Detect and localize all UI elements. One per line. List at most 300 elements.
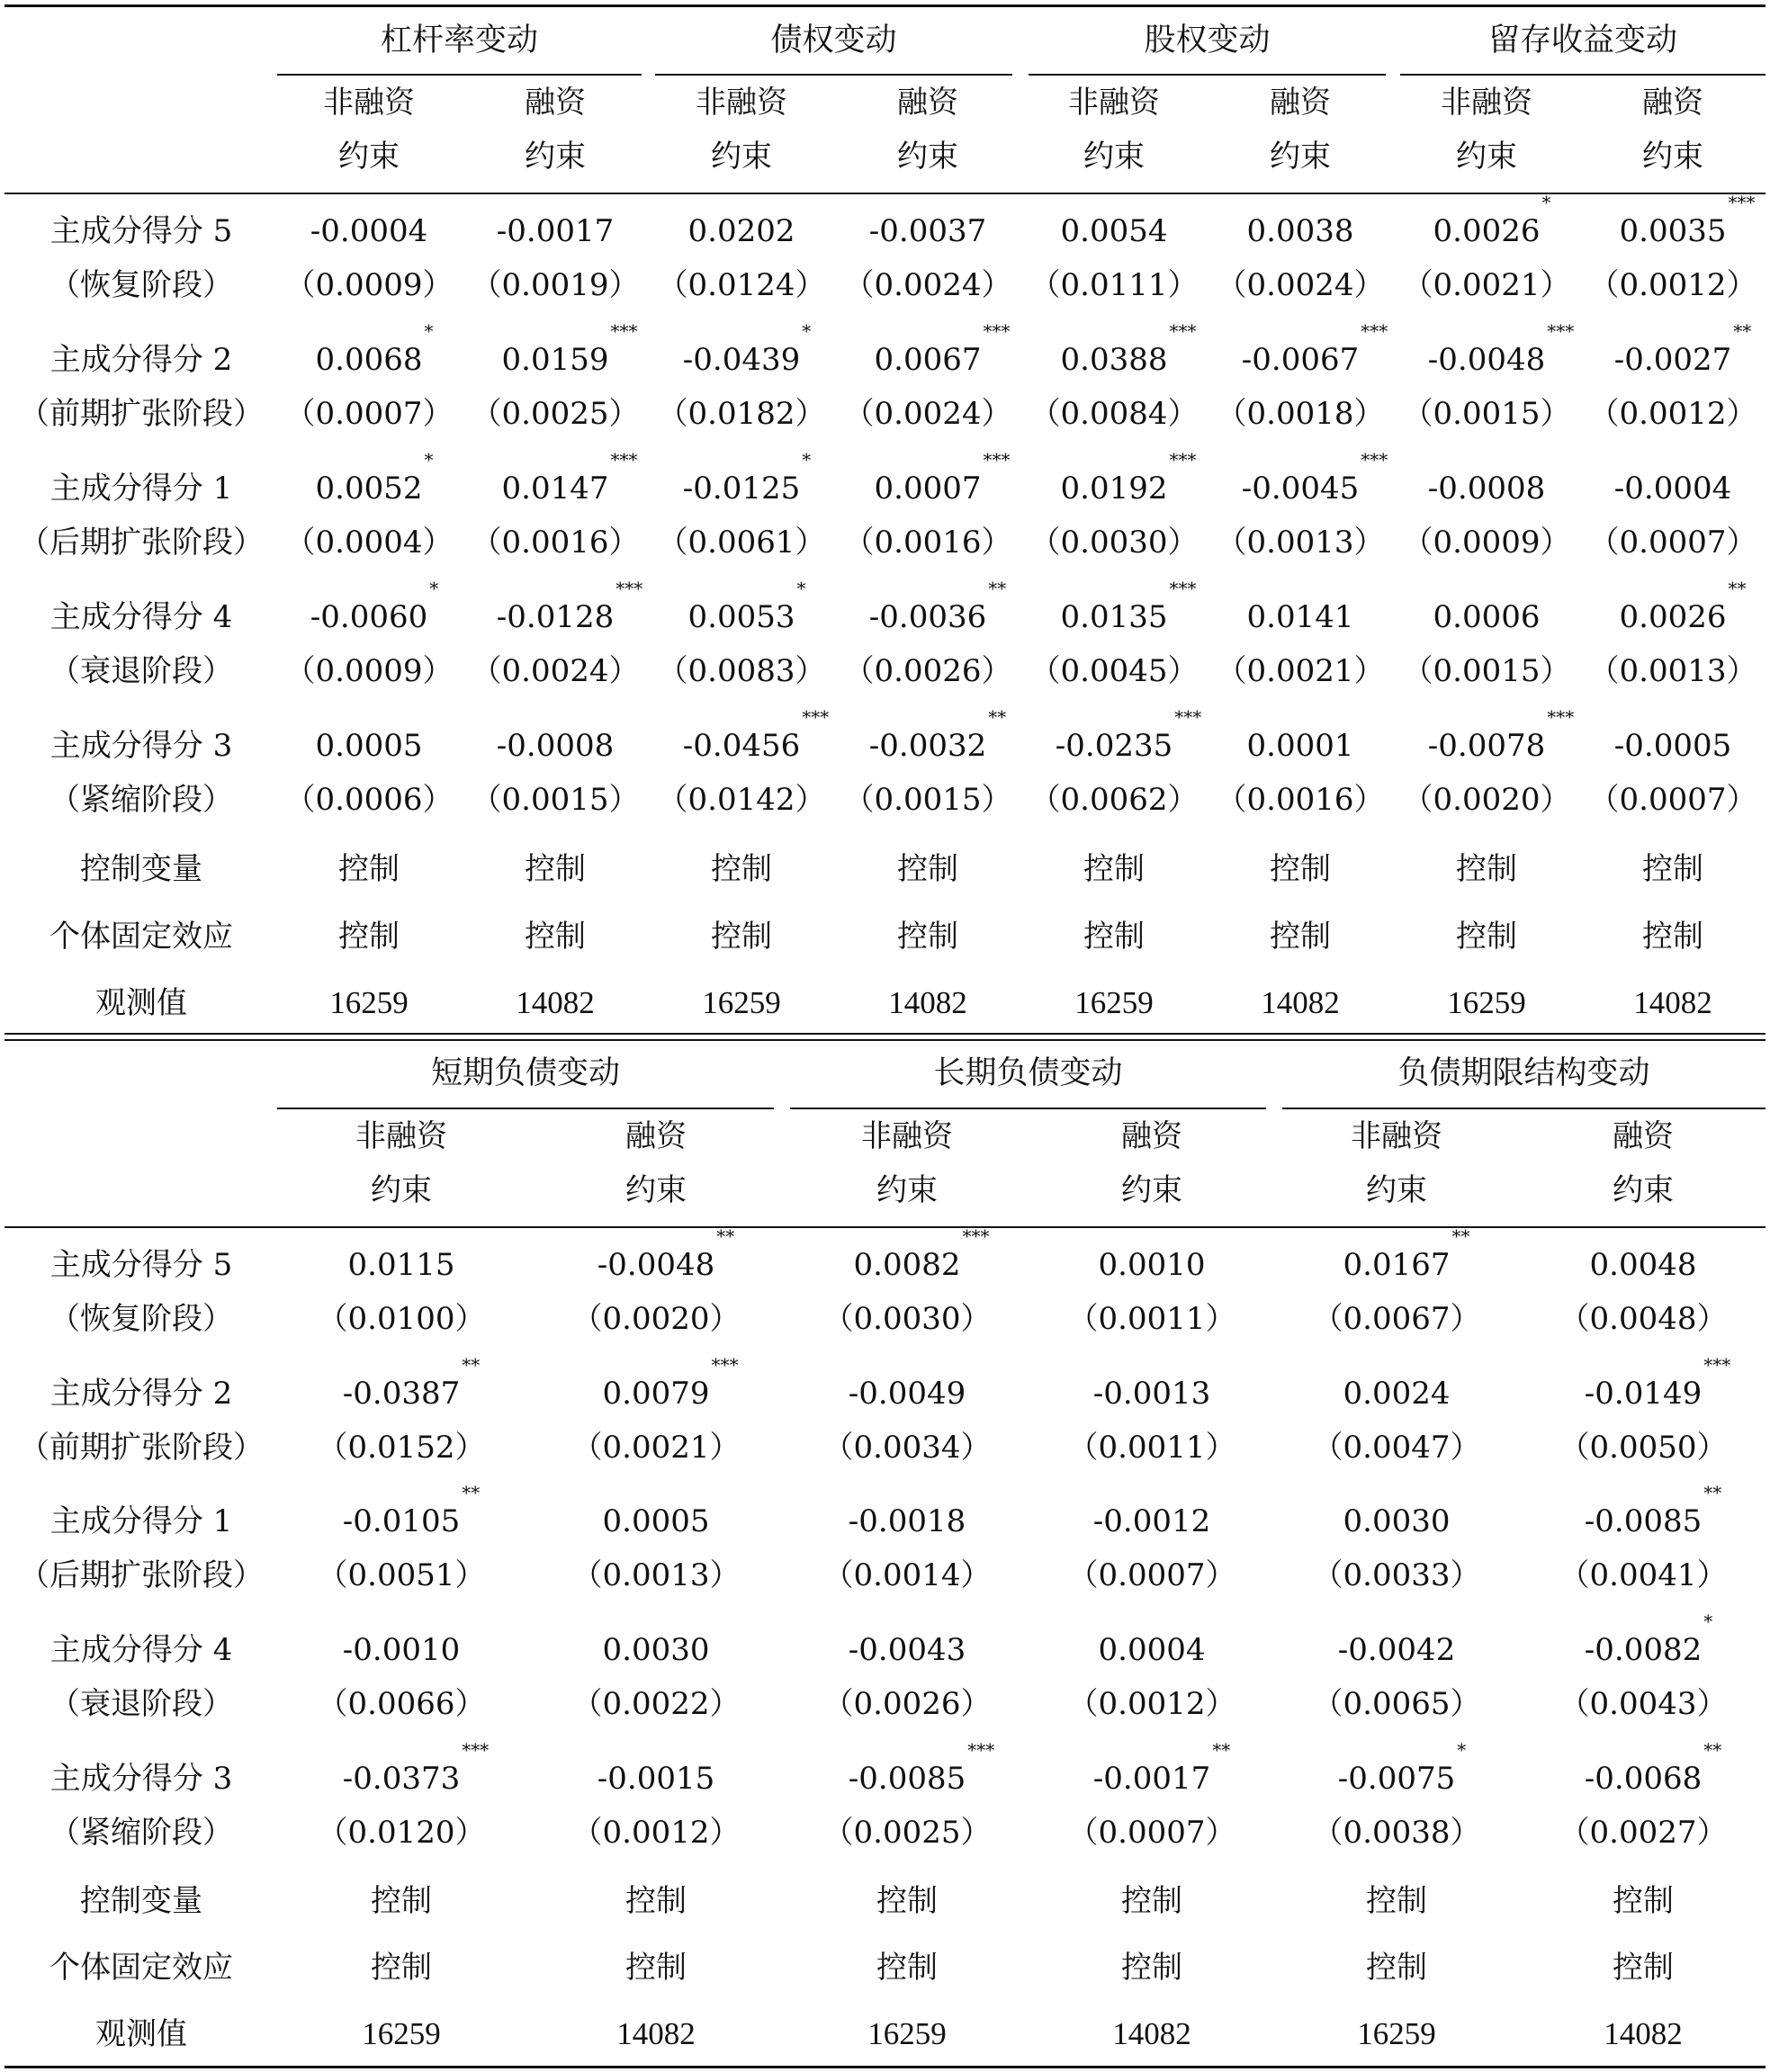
standard-error: （0.0019）	[471, 267, 640, 303]
coefficient-number: 0.0030	[1343, 1503, 1451, 1539]
row-label-text: 主成分得分 4	[49, 1632, 233, 1668]
standard-error: （0.0047）	[1312, 1430, 1481, 1466]
coefficient-cell	[1397, 192, 1577, 312]
coefficient-number: -0.0075	[1337, 1761, 1456, 1797]
coefficient-cell	[1526, 1482, 1760, 1602]
coefficient-number: 0.0167	[1343, 1247, 1451, 1283]
significance-stars: ***	[1547, 320, 1575, 342]
row-label-stage: （恢复阶段）	[49, 1301, 233, 1337]
coefficient-cell	[1024, 578, 1204, 698]
coefficient-cell	[1526, 1610, 1760, 1731]
footer-row-label	[6, 1941, 276, 1995]
coefficient-cell	[1526, 1739, 1760, 1860]
coefficient-number: -0.0068	[1584, 1761, 1703, 1797]
coefficient-value	[1343, 1367, 1451, 1421]
subheader-line: 非融资	[696, 85, 787, 121]
coefficient-cell	[539, 1752, 773, 1860]
coefficient-cell	[1024, 320, 1204, 441]
standard-error: （0.0006）	[284, 782, 454, 818]
coefficient-line	[1247, 204, 1354, 258]
coefficient-line	[1584, 1482, 1722, 1548]
coefficient-cell	[1210, 719, 1390, 827]
significance-stars: **	[988, 706, 1007, 728]
significance-stars: *	[424, 449, 434, 471]
standard-error: （0.0043）	[1559, 1686, 1728, 1722]
coefficient-value	[496, 578, 643, 644]
row-label	[6, 1752, 276, 1860]
coefficient-value	[597, 1225, 735, 1292]
footer-value: 16259	[702, 985, 781, 1020]
coefficient-line	[1590, 1238, 1697, 1292]
row-label-text: 主成分得分 2	[49, 1376, 233, 1412]
standard-error: （0.0015）	[843, 782, 1012, 818]
subheader-line: 约束	[525, 139, 586, 175]
standard-error: （0.0124）	[657, 267, 826, 303]
coefficient-cell	[1583, 578, 1763, 698]
subheader-line: 融资	[897, 85, 958, 121]
coefficient-line	[1343, 1225, 1470, 1292]
coefficient-number: -0.0017	[1092, 1761, 1211, 1797]
footer-value: 控制	[371, 1883, 432, 1919]
row-label	[6, 719, 276, 827]
coefficient-number: 0.0007	[874, 471, 982, 507]
coefficient-value	[1241, 320, 1388, 387]
coefficient-cell	[1280, 1225, 1514, 1346]
coefficient-value	[868, 578, 1007, 644]
coefficient-value	[1619, 578, 1747, 644]
coefficient-cell	[838, 204, 1018, 312]
coefficient-value	[342, 1482, 481, 1548]
coefficient-value	[603, 1623, 710, 1677]
column-group-header: 长期负债变动	[933, 1055, 1123, 1091]
footer-cell	[284, 1874, 518, 1928]
coefficient-cell	[1024, 449, 1204, 570]
footer-cell	[1397, 976, 1577, 1030]
significance-stars: ***	[1361, 449, 1388, 471]
footer-value: 控制	[625, 1883, 687, 1919]
footer-value: 控制	[1121, 1883, 1182, 1919]
coefficient-value	[342, 1354, 481, 1421]
footer-value: 控制	[1270, 919, 1331, 955]
coefficient-number: -0.0439	[682, 342, 801, 378]
coefficient-cell	[1397, 320, 1577, 441]
footer-cell	[465, 910, 645, 964]
footer-cell	[838, 976, 1018, 1030]
coefficient-line	[310, 204, 427, 258]
coefficient-line	[603, 1623, 710, 1677]
coefficient-value	[1433, 590, 1541, 644]
subheader-line: 约束	[338, 139, 400, 175]
row-label-text: 主成分得分 2	[49, 342, 233, 378]
standard-error: （0.0020）	[1402, 782, 1571, 818]
coefficient-number: -0.0015	[597, 1761, 715, 1797]
significance-stars: **	[462, 1482, 481, 1503]
footer-value: 16259	[867, 2016, 947, 2051]
significance-stars: ***	[1169, 578, 1197, 599]
coefficient-cell	[651, 578, 831, 698]
significance-stars: **	[1728, 578, 1747, 599]
subheader-line: 融资	[1270, 85, 1331, 121]
coefficient-number: 0.0079	[602, 1376, 710, 1412]
subheader-line: 约束	[1456, 139, 1517, 175]
column-subheader	[1526, 1109, 1760, 1217]
coefficient-number: -0.0008	[496, 728, 615, 764]
coefficient-number: -0.0004	[1613, 471, 1732, 507]
standard-error: （0.0026）	[843, 653, 1012, 689]
footer-row-label	[6, 842, 276, 896]
coefficient-number: 0.0067	[874, 342, 982, 378]
coefficient-line	[1343, 1494, 1451, 1548]
footer-value: 控制	[338, 919, 400, 955]
column-subheader	[838, 76, 1018, 184]
coefficient-value	[1619, 192, 1756, 258]
footer-value: 控制	[897, 919, 958, 955]
coefficient-number: 0.0147	[501, 471, 609, 507]
subheader-line: 非融资	[861, 1118, 953, 1154]
footer-value: 14082	[1261, 985, 1340, 1020]
coefficient-number: -0.0013	[1092, 1376, 1211, 1412]
footer-label-text: 控制变量	[80, 851, 202, 887]
coefficient-number: -0.0128	[496, 599, 615, 635]
coefficient-number: 0.0052	[315, 471, 423, 507]
coefficient-line	[1099, 1623, 1206, 1677]
footer-cell	[651, 976, 831, 1030]
coefficient-value	[849, 1623, 966, 1677]
significance-stars: ***	[1169, 320, 1197, 342]
coefficient-value	[1613, 320, 1752, 387]
row-label	[6, 462, 276, 570]
standard-error: （0.0026）	[822, 1686, 992, 1722]
coefficient-number: -0.0017	[496, 213, 615, 249]
standard-error: （0.0009）	[284, 267, 454, 303]
column-subheader	[1035, 1109, 1269, 1217]
coefficient-cell	[279, 578, 459, 698]
coefficient-value	[1590, 1238, 1697, 1292]
footer-value: 控制	[1083, 919, 1145, 955]
footer-cell	[838, 842, 1018, 896]
column-subheader	[1583, 76, 1763, 184]
coefficient-number: -0.0027	[1613, 342, 1732, 378]
subheader-line: 非融资	[355, 1118, 447, 1154]
coefficient-value	[497, 204, 614, 258]
coefficient-cell	[1280, 1494, 1514, 1602]
coefficient-cell	[1035, 1623, 1269, 1731]
coefficient-number: -0.0387	[342, 1376, 461, 1412]
footer-value: 控制	[1366, 1883, 1427, 1919]
footer-value: 控制	[1121, 1950, 1182, 1986]
coefficient-value	[310, 578, 439, 644]
coefficient-cell	[1210, 449, 1390, 570]
standard-error: （0.0024）	[843, 267, 1012, 303]
footer-value: 控制	[1613, 1950, 1674, 1986]
coefficient-number: -0.0042	[1337, 1632, 1456, 1668]
coefficient-value	[868, 706, 1007, 773]
coefficient-cell	[1210, 320, 1390, 441]
coefficient-number: -0.0235	[1055, 728, 1173, 764]
coefficient-line	[1337, 1739, 1467, 1806]
coefficient-value	[1247, 204, 1354, 258]
row-label-stage: （后期扩张阶段）	[19, 1557, 264, 1593]
coefficient-line	[1584, 1354, 1731, 1421]
coefficient-number: -0.0082	[1584, 1632, 1703, 1668]
coefficient-cell	[651, 320, 831, 441]
standard-error: （0.0021）	[571, 1430, 741, 1466]
standard-error: （0.0015）	[1402, 396, 1571, 432]
footer-cell	[539, 2007, 773, 2061]
coefficient-value	[1614, 719, 1731, 773]
row-label-stage: （衰退阶段）	[49, 1686, 233, 1722]
row-label	[6, 1238, 276, 1346]
subheader-line: 融资	[1613, 1118, 1674, 1154]
significance-stars: ***	[1728, 192, 1756, 213]
coefficient-value	[1247, 719, 1354, 773]
coefficient-value	[869, 204, 986, 258]
footer-value: 14082	[1604, 2016, 1683, 2051]
coefficient-cell	[284, 1623, 518, 1731]
standard-error: （0.0024）	[1216, 267, 1385, 303]
coefficient-cell	[284, 1482, 518, 1602]
footer-value: 控制	[525, 919, 586, 955]
coefficient-number: 0.0082	[853, 1247, 961, 1283]
coefficient-number: -0.0060	[310, 599, 428, 635]
coefficient-number: -0.0004	[310, 213, 428, 249]
coefficient-value	[682, 449, 812, 516]
footer-cell	[1210, 910, 1390, 964]
footer-cell	[790, 2007, 1024, 2061]
significance-stars: *	[796, 578, 806, 599]
coefficient-value	[497, 719, 614, 773]
coefficient-value	[603, 1494, 710, 1548]
coefficient-number: -0.0018	[848, 1503, 966, 1539]
coefficient-line	[497, 719, 614, 773]
coefficient-number: 0.0005	[315, 728, 423, 764]
coefficient-line	[348, 1238, 455, 1292]
coefficient-cell	[1583, 192, 1763, 312]
coefficient-line	[874, 320, 1011, 387]
significance-stars: **	[1212, 1739, 1231, 1761]
coefficient-line	[1619, 578, 1747, 644]
coefficient-value	[1061, 204, 1168, 258]
coefficient-value	[1099, 1623, 1206, 1677]
coefficient-cell	[279, 719, 459, 827]
standard-error: （0.0066）	[317, 1686, 486, 1722]
coefficient-cell	[1280, 1739, 1514, 1860]
coefficient-value	[1093, 1494, 1210, 1548]
coefficient-value	[1060, 449, 1197, 516]
footer-value: 16259	[1074, 985, 1154, 1020]
coefficient-line	[1060, 578, 1197, 644]
coefficient-value	[597, 1752, 714, 1806]
footer-value: 控制	[625, 1950, 687, 1986]
footer-cell	[539, 1941, 773, 1995]
coefficient-number: -0.0010	[342, 1632, 461, 1668]
coefficient-number: -0.0373	[342, 1761, 461, 1797]
standard-error: （0.0022）	[571, 1686, 741, 1722]
subheader-line: 非融资	[1441, 85, 1532, 121]
header-rule	[4, 1226, 1766, 1228]
coefficient-number: -0.0105	[342, 1503, 461, 1539]
footer-cell	[1583, 976, 1763, 1030]
subheader-line: 约束	[1613, 1172, 1674, 1208]
significance-stars: ***	[967, 1739, 995, 1761]
row-label-stage: （紧缩阶段）	[49, 782, 233, 818]
footer-cell	[1024, 976, 1204, 1030]
standard-error: （0.0016）	[471, 525, 640, 561]
coefficient-cell	[1035, 1739, 1269, 1860]
footer-value: 控制	[1083, 851, 1145, 887]
row-label	[6, 1367, 276, 1475]
standard-error: （0.0021）	[1216, 653, 1385, 689]
standard-error: （0.0051）	[317, 1557, 486, 1593]
footer-value: 控制	[525, 851, 586, 887]
coefficient-line	[1093, 1367, 1210, 1421]
significance-stars: **	[988, 578, 1007, 599]
standard-error: （0.0012）	[1067, 1686, 1236, 1722]
coefficient-value	[1060, 578, 1197, 644]
footer-value: 14082	[888, 985, 967, 1020]
coefficient-line	[869, 204, 986, 258]
footer-cell	[1526, 1941, 1760, 1995]
footer-cell	[1280, 1941, 1514, 1995]
footer-value: 14082	[616, 2016, 696, 2051]
coefficient-cell	[279, 204, 459, 312]
significance-stars: *	[1457, 1739, 1467, 1761]
subheader-line: 约束	[1121, 1172, 1182, 1208]
significance-stars: *	[802, 449, 812, 471]
coefficient-line	[1061, 204, 1168, 258]
coefficient-number: -0.0045	[1241, 471, 1360, 507]
significance-stars: *	[424, 320, 434, 342]
coefficient-line	[602, 1354, 739, 1421]
footer-value: 控制	[338, 851, 400, 887]
column-subheader	[1210, 76, 1390, 184]
coefficient-number: -0.0043	[848, 1632, 966, 1668]
standard-error: （0.0045）	[1029, 653, 1199, 689]
coefficient-cell	[1526, 1354, 1760, 1475]
row-label-stage: （前期扩张阶段）	[19, 396, 264, 432]
footer-value: 控制	[1366, 1950, 1427, 1986]
coefficient-line	[597, 1225, 735, 1292]
coefficient-line	[853, 1225, 990, 1292]
coefficient-value	[310, 204, 427, 258]
significance-stars: *	[1703, 1610, 1713, 1632]
standard-error: （0.0025）	[822, 1815, 992, 1851]
coefficient-value	[1099, 1238, 1206, 1292]
subheader-line: 融资	[525, 85, 586, 121]
standard-error: （0.0120）	[317, 1815, 486, 1851]
coefficient-line	[682, 706, 830, 773]
subheader-line: 约束	[1366, 1172, 1427, 1208]
footer-cell	[1526, 1874, 1760, 1928]
footer-value: 16259	[329, 985, 409, 1020]
standard-error: （0.0024）	[471, 653, 640, 689]
standard-error: （0.0012）	[1588, 267, 1757, 303]
standard-error: （0.0067）	[1312, 1301, 1481, 1337]
footer-cell	[539, 1874, 773, 1928]
significance-stars: ***	[711, 1354, 739, 1376]
row-label-text: 主成分得分 4	[49, 599, 233, 635]
subheader-line: 约束	[1642, 139, 1703, 175]
coefficient-cell	[1035, 1367, 1269, 1475]
coefficient-line	[497, 204, 614, 258]
footer-value: 控制	[1456, 919, 1517, 955]
coefficient-cell	[838, 449, 1018, 570]
standard-error: （0.0012）	[1588, 396, 1757, 432]
coefficient-line	[868, 578, 1007, 644]
coefficient-cell	[790, 1739, 1024, 1860]
column-subheader	[790, 1109, 1024, 1217]
coefficient-value	[343, 1623, 460, 1677]
coefficient-line	[1241, 320, 1388, 387]
row-label	[6, 1494, 276, 1602]
header-rule	[4, 193, 1766, 194]
coefficient-value	[1060, 320, 1197, 387]
coefficient-cell	[1210, 590, 1390, 698]
standard-error: （0.0007）	[1588, 782, 1757, 818]
coefficient-value	[1614, 462, 1731, 516]
coefficient-number: -0.0149	[1584, 1376, 1703, 1412]
standard-error: （0.0034）	[822, 1430, 992, 1466]
coefficient-cell	[1035, 1238, 1269, 1346]
coefficient-number: 0.0141	[1246, 599, 1354, 635]
coefficient-number: 0.0192	[1060, 471, 1168, 507]
footer-cell	[651, 910, 831, 964]
row-label	[6, 590, 276, 698]
row-label-stage: （衰退阶段）	[49, 653, 233, 689]
footer-value: 14082	[516, 985, 595, 1020]
column-subheader	[539, 1109, 773, 1217]
coefficient-value	[1247, 590, 1354, 644]
coefficient-number: -0.0125	[682, 471, 801, 507]
standard-error: （0.0013）	[571, 1557, 741, 1593]
footer-cell	[284, 2007, 518, 2061]
significance-stars: ***	[610, 320, 638, 342]
standard-error: （0.0062）	[1029, 782, 1199, 818]
coefficient-cell	[790, 1494, 1024, 1602]
footer-value: 控制	[1642, 919, 1703, 955]
coefficient-line	[316, 719, 423, 773]
coefficient-number: 0.0024	[1343, 1376, 1451, 1412]
coefficient-value	[1055, 706, 1202, 773]
subheader-line: 融资	[1121, 1118, 1182, 1154]
coefficient-value	[316, 719, 423, 773]
footer-cell	[279, 842, 459, 896]
footer-label-text: 观测值	[95, 985, 187, 1021]
subheader-line: 约束	[876, 1172, 938, 1208]
coefficient-line	[501, 449, 638, 516]
subheader-line: 非融资	[1351, 1118, 1442, 1154]
footer-cell	[1024, 842, 1204, 896]
footer-cell	[1526, 2007, 1760, 2061]
coefficient-cell	[838, 320, 1018, 441]
standard-error: （0.0027）	[1559, 1815, 1728, 1851]
coefficient-cell	[790, 1623, 1024, 1731]
coefficient-number: -0.0005	[1613, 728, 1732, 764]
column-group-header: 短期负债变动	[430, 1055, 620, 1091]
coefficient-cell	[838, 706, 1018, 827]
footer-value: 控制	[1270, 851, 1331, 887]
footer-cell	[1035, 1941, 1269, 1995]
coefficient-line	[310, 578, 439, 644]
coefficient-cell	[539, 1623, 773, 1731]
footer-cell	[465, 976, 645, 1030]
row-label-text: 主成分得分 3	[49, 1761, 233, 1797]
coefficient-line	[1614, 719, 1731, 773]
coefficient-line	[1060, 320, 1197, 387]
subheader-line: 非融资	[1068, 85, 1160, 121]
coefficient-line	[1247, 719, 1354, 773]
standard-error: （0.0007）	[1588, 525, 1757, 561]
